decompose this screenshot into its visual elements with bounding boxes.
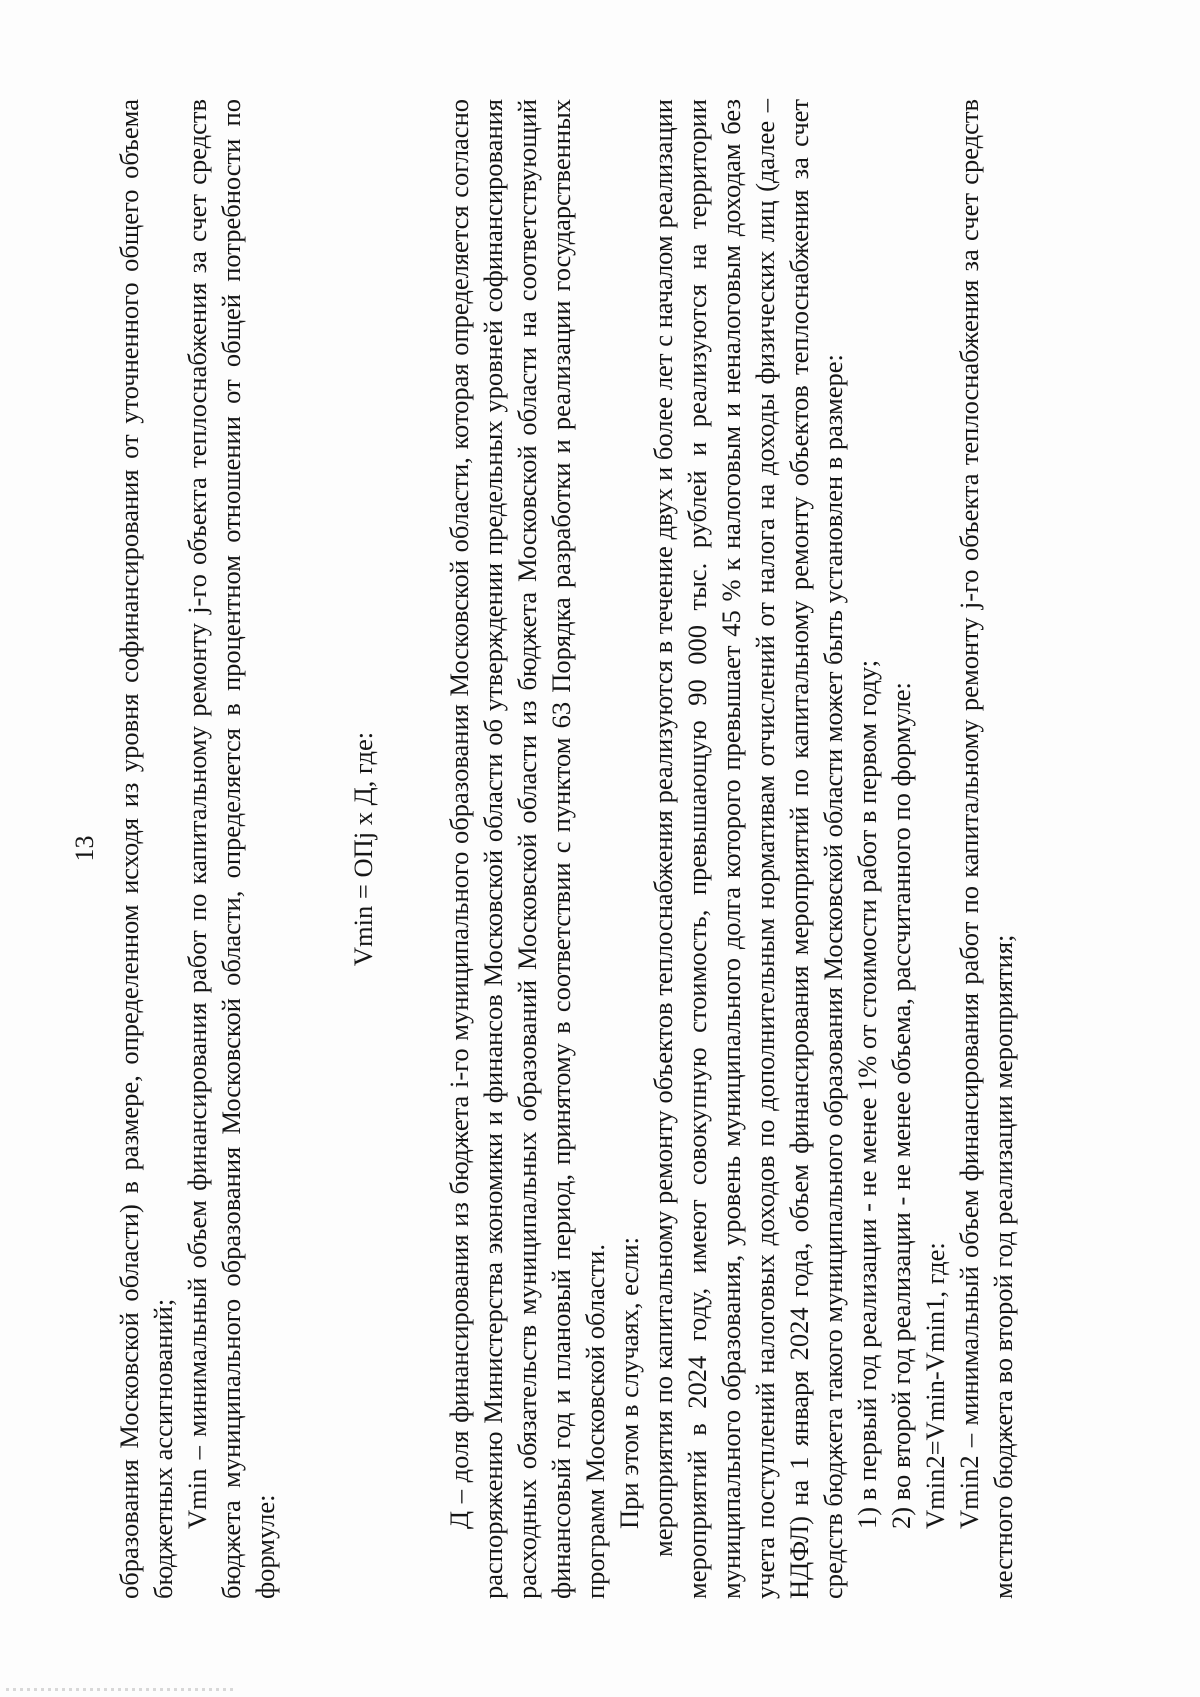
- paragraph-cases-intro: При этом в случаях, если:: [614, 1236, 644, 1529]
- list-item-second-year: 2) во второй год реализации - не менее объема, рассчитанного по формуле:: [886, 682, 916, 1529]
- paragraph-d-definition: Д – доля финансирования из бюджета i-го муниципального образования Московской области, которая определяется согласно распоряжению Министерства экономики и финансов Московской области об утверждении предельных уровней софинансирования расходных обязательств муниципальных образований Московской области из бюджета Московской области на соответствующий финансовый год и плановый период, принятому в соответствии с пунктом 63 Порядка разработки и реализации государственных программ Московской области.: [444, 99, 610, 1599]
- paragraph-continuation: образования Московской области) в размере, определенном исходя из уровня софинансирования от уточненного общего объема бюджетных ассигнований;: [114, 99, 178, 1599]
- paragraph-conditions: мероприятия по капитальному ремонту объектов теплоснабжения реализуются в течение двух и более лет с началом реализации мероприятий в 2024 году, имеют совокупную стоимость, превышающую 90 000 тыс. рублей и реализуются на территории муниципального образования, уровень муниципального долга которого превышает 45 % к налоговым и неналоговым доходам без учета поступлений налоговых доходов по дополнительным нормативам отчислений от налога на доходы физических лиц (далее – НДФЛ) на 1 января 2024 года, объем финансирования мероприятий по капитальному ремонту объектов теплоснабжения за счет средств бюджета такого муниципального образования Московской области может быть установлен в размере:: [648, 99, 848, 1599]
- scan-artifact: [6, 1688, 236, 1691]
- page-number: 13: [70, 835, 99, 862]
- formula-vmin: Vmin = ОПj х Д, где:: [348, 731, 378, 967]
- document-body: [112, 99, 1020, 1599]
- paragraph-vmin-definition: Vmin – минимальный объем финансирования работ по капитальному ремонту j-го объекта теплоснабжения за счет средств бюджета муниципального образования Московской области, определяется в процентном отношении от общей потребности по формуле:: [182, 99, 280, 1599]
- paragraph-vmin2-definition: Vmin2 – минимальный объем финансирования работ по капитальному ремонту j-го объекта теплоснабжения за счет средств местного бюджета во второй год реализации мероприятия;: [954, 99, 1018, 1599]
- formula-vmin2: Vmin2=Vmin-Vmin1, где:: [920, 1242, 950, 1529]
- list-item-first-year: 1) в первый год реализации - не менее 1% от стоимости работ в первом году;: [852, 659, 882, 1529]
